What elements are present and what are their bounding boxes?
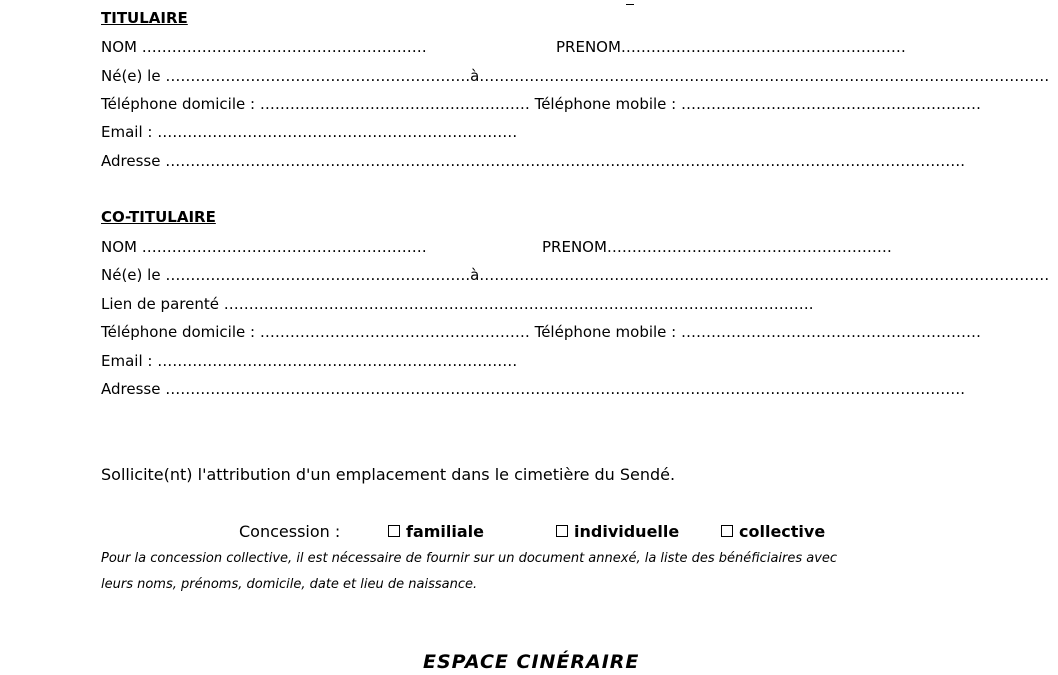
checkbox-familiale[interactable]: [388, 525, 400, 537]
top-edge-mark: [626, 0, 634, 5]
collective-note-line1: Pour la concession collective, il est nécessaire de fournir sur un document annexé, la liste des bénéficiaires avec: [101, 551, 838, 566]
titulaire-address-field[interactable]: Adresse …………………………………………………………………………………………………………………………………………….: [101, 152, 965, 170]
cotitulaire-email-field[interactable]: Email : ………………………………………………………………: [101, 352, 518, 370]
titulaire-email-field[interactable]: Email : ………………………………………………………………: [101, 123, 518, 141]
titulaire-prenom-field[interactable]: PRENOM…………………………………………………: [556, 38, 906, 56]
concession-option-individuelle[interactable]: [556, 522, 679, 542]
cotitulaire-nom-field[interactable]: NOM …………………………………………………: [101, 238, 427, 256]
titulaire-nom-field[interactable]: NOM …………………………………………………: [101, 38, 427, 56]
option-label-individuelle: individuelle: [574, 522, 680, 541]
titulaire-heading: TITULAIRE: [101, 9, 188, 27]
section-title-espace-cineraire: ESPACE CINÉRAIRE: [423, 651, 640, 673]
concession-option-familiale[interactable]: [388, 522, 484, 542]
option-label-familiale: familiale: [406, 522, 485, 541]
checkbox-individuelle[interactable]: [556, 525, 568, 537]
option-label-collective: collective: [739, 522, 826, 541]
cotitulaire-prenom-field[interactable]: PRENOM…………………………………………………: [542, 238, 892, 256]
checkbox-collective[interactable]: [721, 525, 733, 537]
request-statement: Sollicite(nt) l'attribution d'un emplacement dans le cimetière du Sendé.: [101, 465, 676, 484]
cotitulaire-heading: CO-TITULAIRE: [101, 208, 216, 226]
titulaire-birth-field[interactable]: Né(e) le …………………………………………………….à……………………………………………………………………………………………………: [101, 67, 1050, 85]
concession-label: Concession :: [239, 522, 341, 541]
cotitulaire-birth-field[interactable]: Né(e) le …………………………………………………….à……………………………………………………………………………………………………: [101, 266, 1050, 284]
cotitulaire-address-field[interactable]: Adresse …………………………………………………………………………………………………………………………………………….: [101, 380, 965, 398]
collective-note-line2: leurs noms, prénoms, domicile, date et lieu de naissance.: [101, 577, 478, 592]
concession-option-collective[interactable]: [721, 522, 825, 542]
cotitulaire-phone-fields[interactable]: Téléphone domicile : ……………………………………………… Téléphone mobile : ……………………………………………………: [101, 323, 982, 341]
cotitulaire-relationship-field[interactable]: Lien de parenté ……………………………………………………………………………………………………….: [101, 295, 814, 313]
titulaire-phone-fields[interactable]: Téléphone domicile : ……………………………………………… Téléphone mobile : ……………………………………………………: [101, 95, 982, 113]
